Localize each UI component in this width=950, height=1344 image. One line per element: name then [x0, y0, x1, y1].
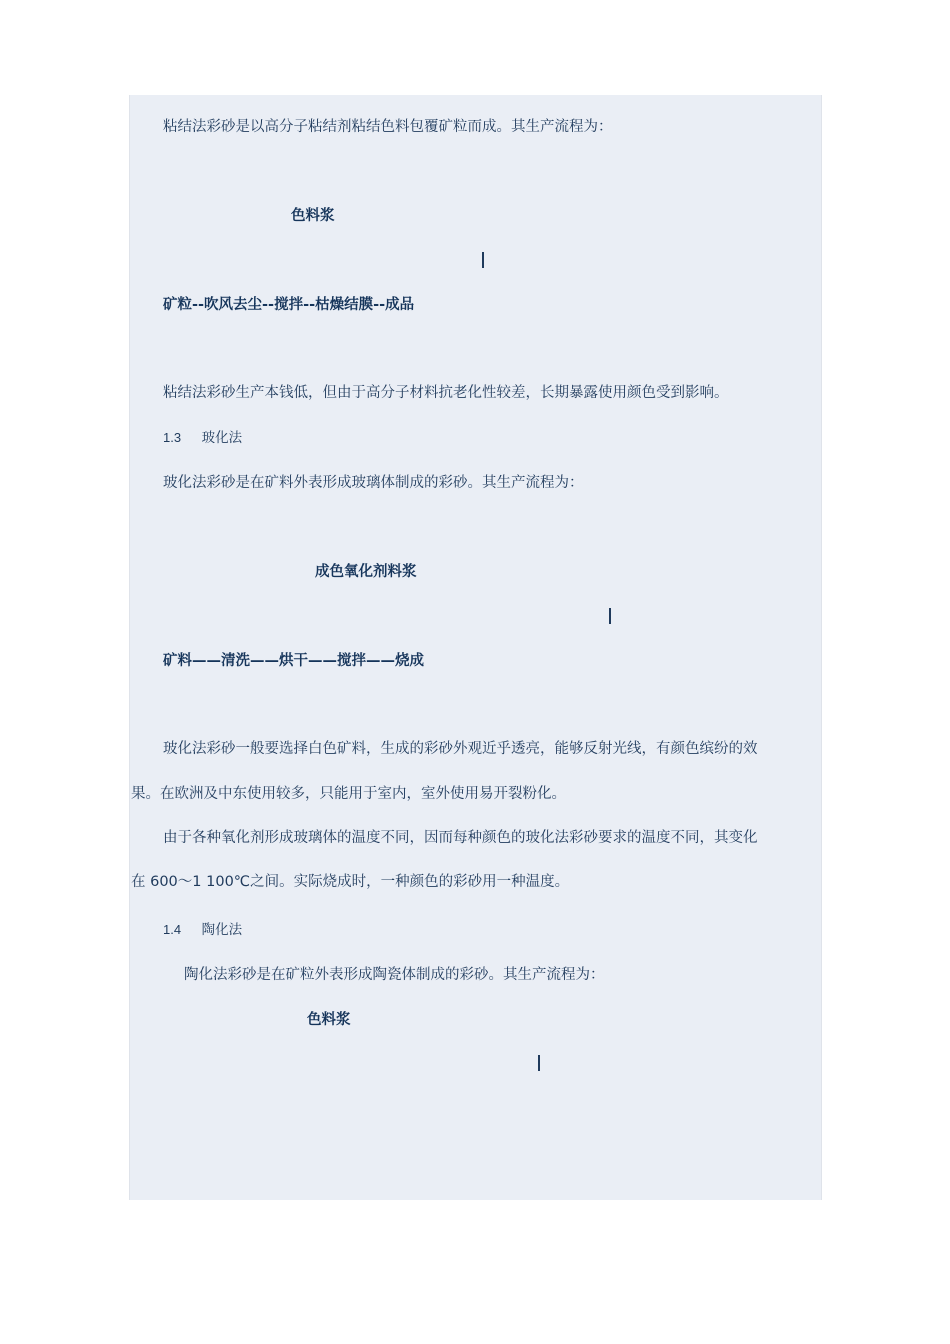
section-title: 陶化法 — [201, 922, 243, 938]
flow-2-input-label: 成色氧化剂料浆 — [315, 564, 417, 580]
paragraph-temperature-line-1: 由于各种氧化剂形成玻璃体的温度不同，因而每种颜色的玻化法彩砂要求的温度不同，其变化 — [163, 830, 758, 846]
paragraph-vitrify-desc-line-2: 果。在欧洲及中东使用较多，只能用于室内，室外使用易开裂粉化。 — [131, 786, 566, 802]
paragraph-bonding-intro: 粘结法彩砂是以高分子粘结剂粘结色料包覆矿粒而成。其生产流程为： — [163, 119, 613, 135]
paragraph-bonding-drawback: 粘结法彩砂生产本钱低，但由于高分子材料抗老化性较差，长期暴露使用颜色受到影响。 — [163, 385, 729, 401]
paragraph-ceramic-intro: 陶化法彩砂是在矿粒外表形成陶瓷体制成的彩砂。其生产流程为： — [184, 967, 605, 983]
flow-1-input-label: 色料浆 — [291, 208, 335, 224]
flow-3-input-label: 色料浆 — [307, 1012, 351, 1028]
section-heading-1-4 — [163, 921, 242, 939]
section-number: 1.4 — [163, 922, 182, 937]
flow-2-process-chain: 矿料——清洗——烘干——搅拌——烧成 — [163, 653, 424, 669]
flow-1-connector — [482, 252, 484, 268]
paragraph-vitrify-intro: 玻化法彩砂是在矿料外表形成玻璃体制成的彩砂。其生产流程为： — [163, 475, 584, 491]
document-page — [129, 95, 822, 1200]
section-number: 1.3 — [163, 430, 182, 445]
section-title: 玻化法 — [201, 430, 243, 446]
paragraph-vitrify-desc-line-1: 玻化法彩砂一般要选择白色矿料，生成的彩砂外观近乎透亮，能够反射光线，有颜色缤纷的效 — [163, 741, 758, 757]
paragraph-temperature-line-2: 在 600～1 100℃之间。实际烧成时，一种颜色的彩砂用一种温度。 — [131, 874, 570, 890]
flow-2-connector — [609, 608, 611, 624]
flow-1-process-chain: 矿粒--吹风去尘--搅拌--枯燥结膜--成品 — [163, 297, 415, 313]
flow-3-connector — [538, 1055, 540, 1071]
section-heading-1-3 — [163, 429, 242, 447]
